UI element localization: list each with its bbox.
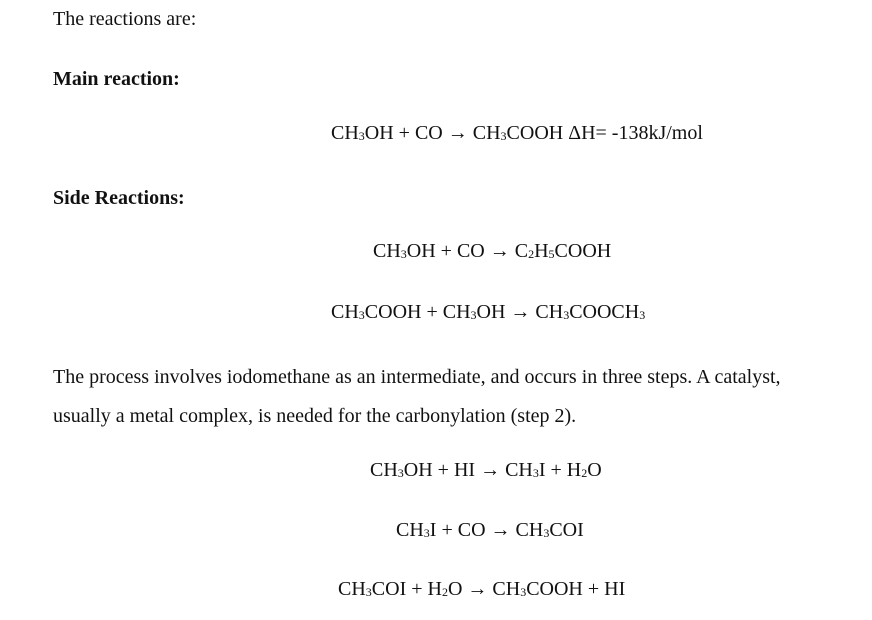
main-reaction-heading: Main reaction:	[53, 68, 180, 90]
side-reactions-heading: Side Reactions:	[53, 187, 185, 209]
step-reaction-1: $CH_3OH$ + HI → $CH_3I + H_2O$	[370, 459, 602, 481]
paragraph-line-2: usually a metal complex, is needed for the carbonylation (step 2).	[53, 405, 577, 427]
paragraph-line-1: The process involves iodomethane as an intermediate, and occurs in three steps. A catalyst,	[53, 366, 781, 388]
side-reaction-2: $CH_3COOH + CH_3OH$ → $CH_3COOCH_3$	[331, 301, 646, 323]
step-reaction-2: $CH_3I$ + CO → $CH_3COI$	[396, 519, 584, 541]
side-reaction-1: $CH_3OH$ + CO → $C_2H_5COOH$	[373, 240, 612, 262]
main-reaction-equation: $CH_3OH$ + CO → $CH_3COOH$ ΔH= -138kJ/mol	[331, 122, 703, 144]
intro-text: The reactions are:	[53, 8, 197, 30]
step-reaction-3: $CH_3COI + H_2O$ → $CH_3COOH$ + HI	[338, 578, 626, 600]
